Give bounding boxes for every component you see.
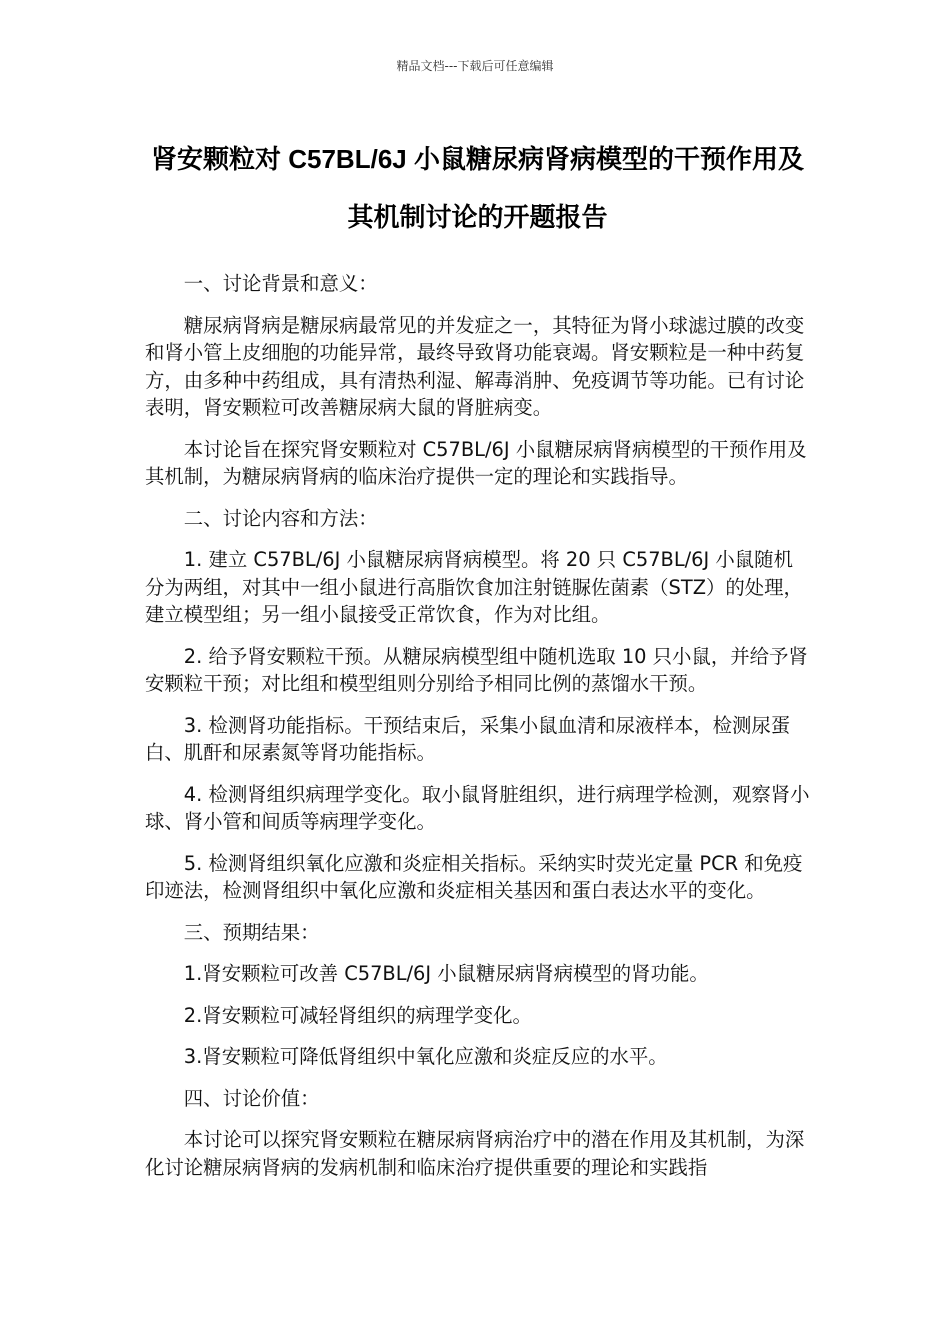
section-heading-background: 一、讨论背景和意义： bbox=[183, 272, 378, 295]
document-title: 肾安颗粒对 C57BL/6J 小鼠糖尿病肾病模型的干预作用及其机制讨论的开题报告 bbox=[151, 144, 804, 232]
paragraph-value: 本讨论可以探究肾安颗粒在糖尿病肾病治疗中的潜在作用及其机制，为深化讨论糖尿病肾病的发病机制和临床治疗提供重要的理论和实践指 bbox=[145, 1128, 805, 1179]
method-item: 1. 建立 C57BL/6J 小鼠糖尿病肾病模型。将 20 只 C57BL/6J 小鼠随机分为两组，对其中一组小鼠进行高脂饮食加注射链脲佐菌素（STZ）的处理，建立模型组；另一组小鼠接受正常饮食，作为对比组。 bbox=[145, 548, 803, 626]
paragraph-purpose: 本讨论旨在探究肾安颗粒对 C57BL/6J 小鼠糖尿病肾病模型的干预作用及其机制，为糖尿病肾病的临床治疗提供一定的理论和实践指导。 bbox=[145, 437, 807, 488]
method-item: 5. 检测肾组织氧化应激和炎症相关指标。采纳实时荧光定量 PCR 和免疫印迹法，检测肾组织中氧化应激和炎症相关基因和蛋白表达水平的变化。 bbox=[145, 851, 803, 902]
method-item: 3. 检测肾功能指标。干预结束后，采集小鼠血清和尿液样本，检测尿蛋白、肌酐和尿素氮等肾功能指标。 bbox=[145, 713, 791, 764]
document-header-note: 精品文档---下载后可任意编辑 bbox=[396, 59, 554, 73]
result-item: 3.肾安颗粒可降低肾组织中氧化应激和炎症反应的水平。 bbox=[183, 1045, 668, 1068]
result-item: 2.肾安颗粒可减轻肾组织的病理学变化。 bbox=[183, 1003, 532, 1027]
method-item: 4. 检测肾组织病理学变化。取小鼠肾脏组织，进行病理学检测，观察肾小球、肾小管和间质等病理学变化。 bbox=[145, 782, 810, 833]
section-heading-expected-results: 三、预期结果： bbox=[183, 920, 320, 944]
document-body bbox=[145, 270, 810, 1195]
section-heading-value: 四、讨论价值： bbox=[183, 1086, 320, 1110]
paragraph-background: 糖尿病肾病是糖尿病最常见的并发症之一，其特征为肾小球滤过膜的改变和肾小管上皮细胞的功能异常，最终导致肾功能衰竭。肾安颗粒是一种中药复方，由多种中药组成，具有清热利湿、解毒消肿、免疫调节等功能。已有讨论表明，肾安颗粒可改善糖尿病大鼠的肾脏病变。 bbox=[145, 313, 805, 419]
method-item: 2. 给予肾安颗粒干预。从糖尿病模型组中随机选取 10 只小鼠，并给予肾安颗粒干预；对比组和模型组则分别给予相同比例的蒸馏水干预。 bbox=[145, 644, 808, 695]
section-heading-methods: 二、讨论内容和方法： bbox=[183, 506, 378, 530]
result-item: 1.肾安颗粒可改善 C57BL/6J 小鼠糖尿病肾病模型的肾功能。 bbox=[183, 962, 709, 985]
